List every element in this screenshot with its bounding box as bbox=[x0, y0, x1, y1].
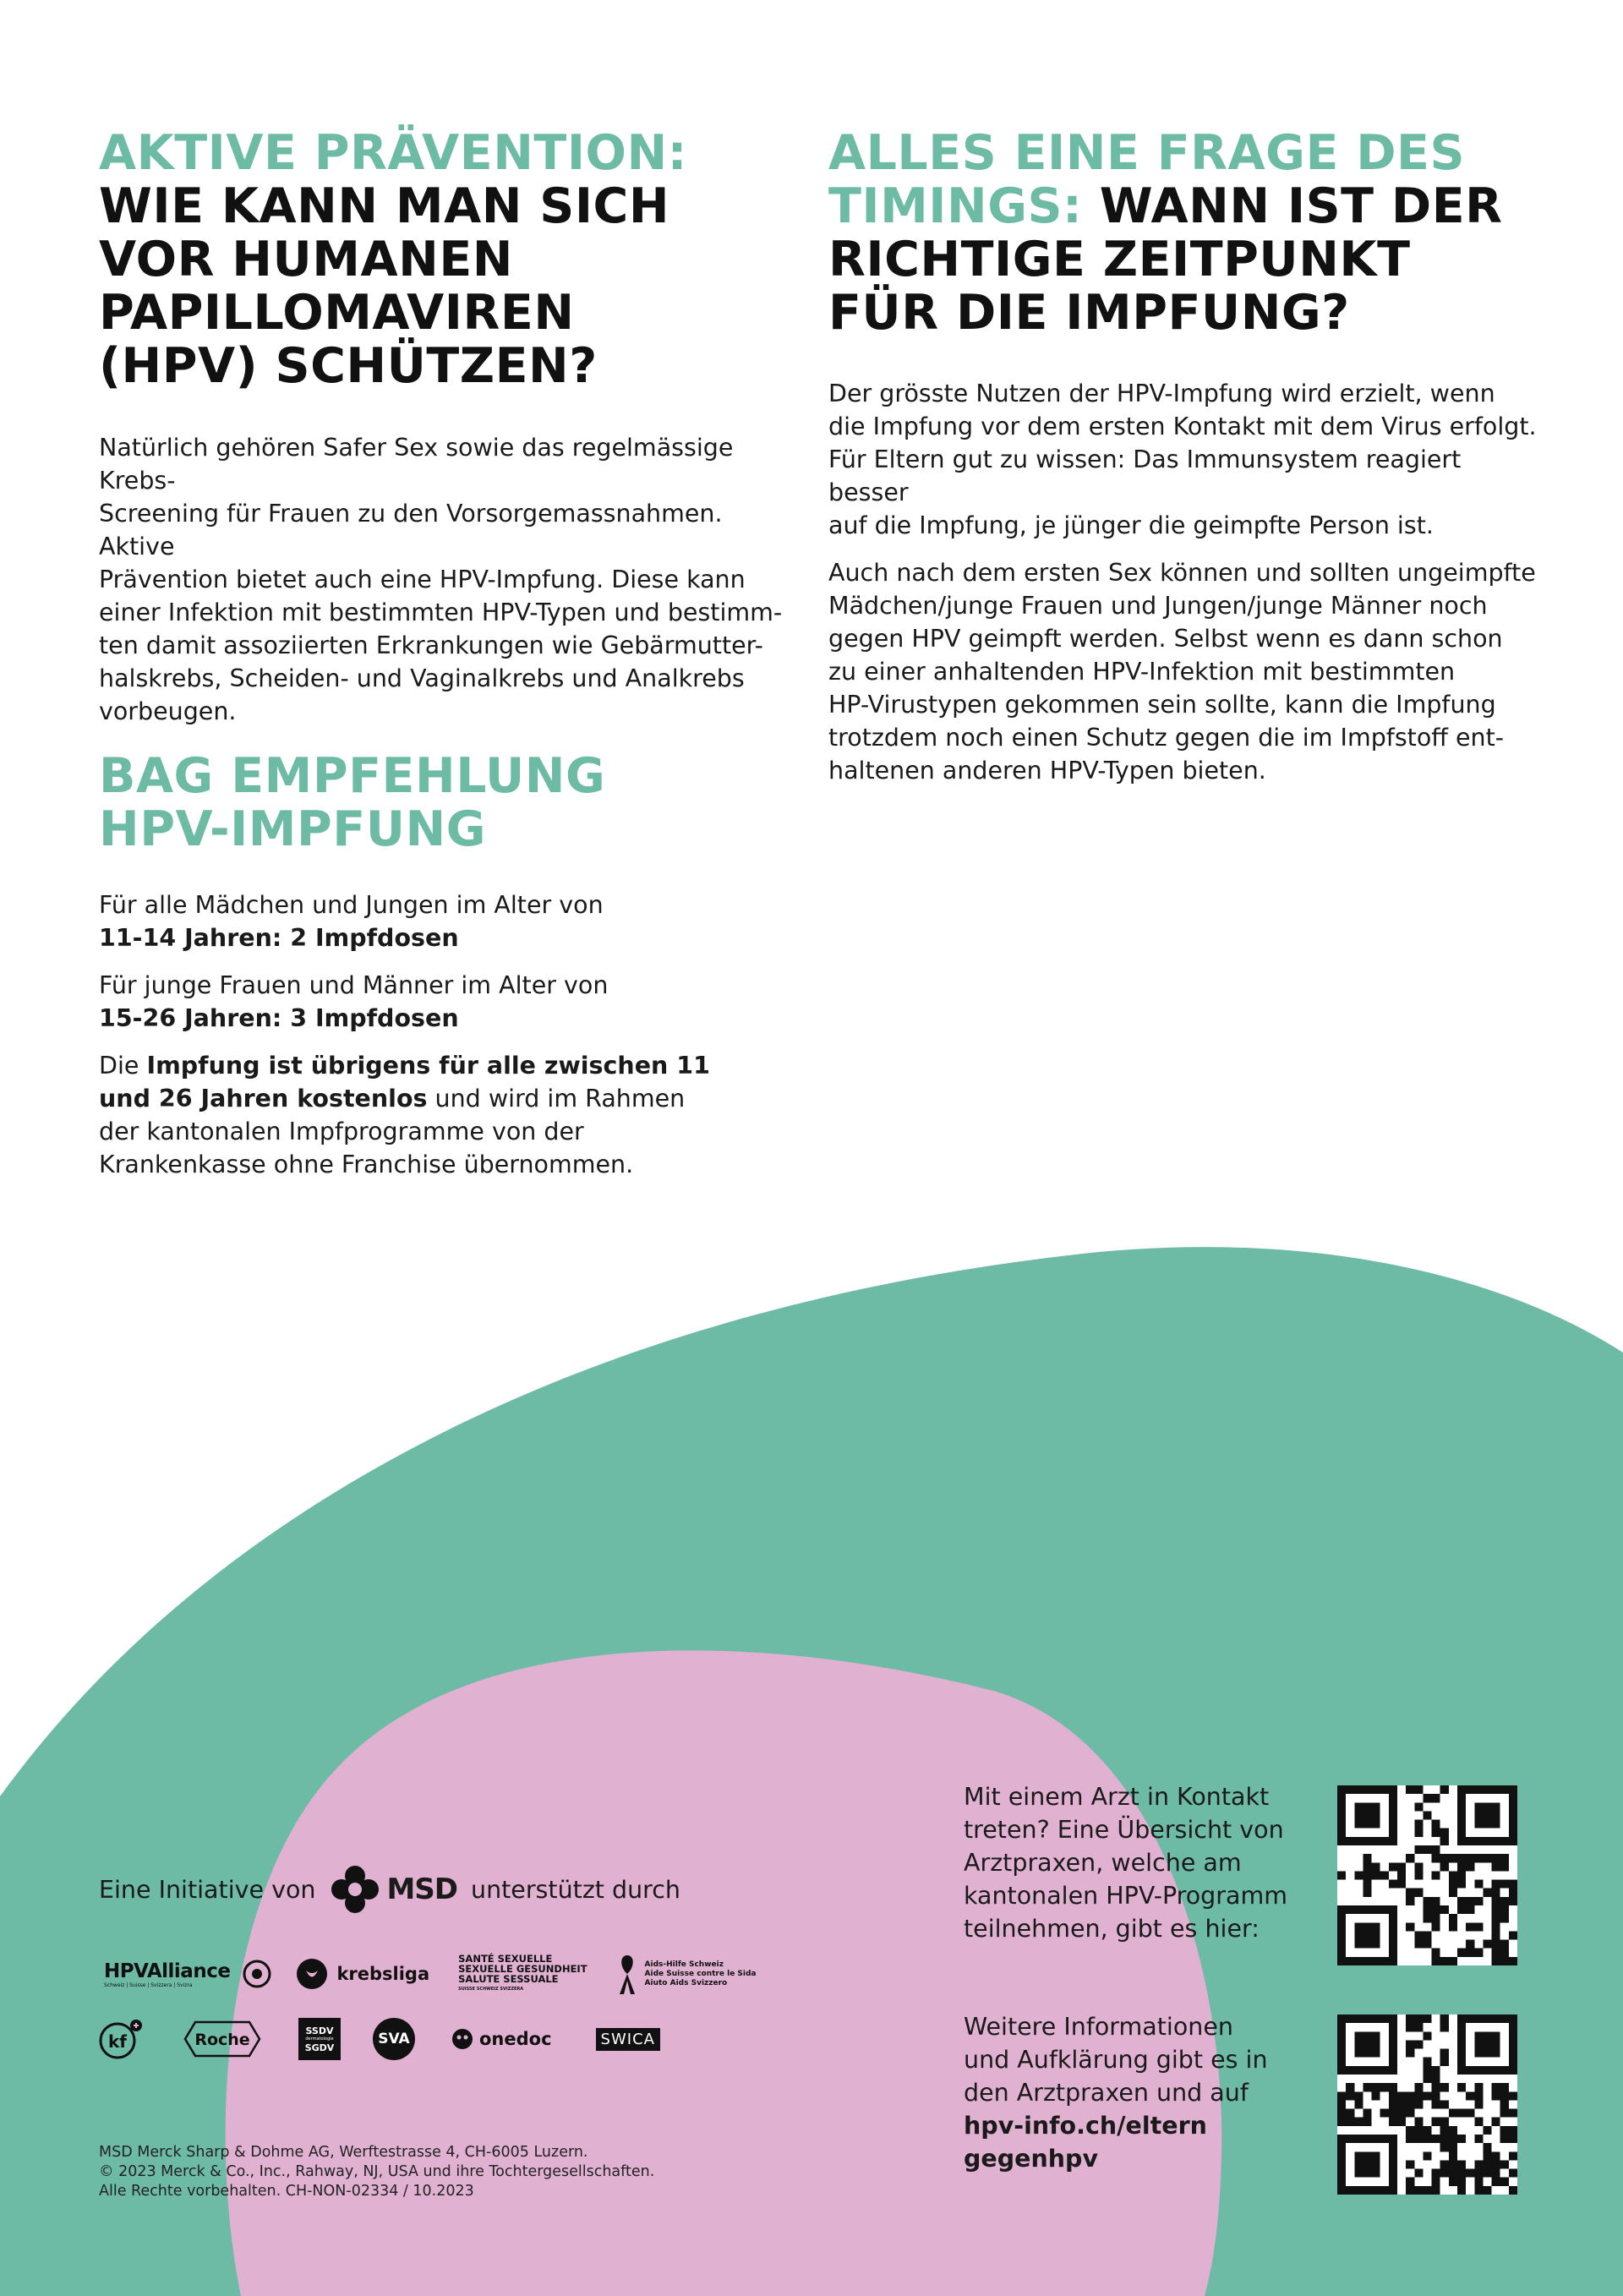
contact-line: Mit einem Arzt in Kontakt bbox=[964, 1783, 1270, 1811]
bag-section bbox=[99, 750, 801, 1181]
roche-logo-text: Roche bbox=[194, 2031, 250, 2049]
ssdv-logo-text: SSDV bbox=[305, 2025, 334, 2036]
doctor-contact-text bbox=[964, 1780, 1287, 1945]
body-line: Mädchen/junge Frauen und Jungen/junge Männer noch bbox=[828, 592, 1488, 620]
aids-hilfe-text: Aiuto Aids Svizzero bbox=[644, 1978, 728, 1987]
initiative-row bbox=[99, 1864, 680, 1915]
prevention-body bbox=[99, 431, 801, 728]
timing-heading-line: WANN IST DER bbox=[1099, 178, 1503, 234]
initiative-prefix: Eine Initiative von bbox=[99, 1875, 316, 1904]
contact-line: kantonalen HPV-Programm bbox=[964, 1882, 1287, 1910]
qr-code-more-info[interactable] bbox=[1337, 2014, 1517, 2195]
timing-heading-teal: ALLES EINE FRAGE DES bbox=[828, 125, 1466, 181]
swica-logo-text: SWICA bbox=[600, 2030, 655, 2048]
prevention-heading bbox=[99, 127, 801, 393]
timing-para-1 bbox=[828, 377, 1547, 542]
onedoc-logo-text: onedoc bbox=[479, 2029, 552, 2049]
hpv-alliance-logo-text: HPVAlliance bbox=[104, 1960, 231, 1982]
bag-text: der kantonalen Impfprogramme von der bbox=[99, 1118, 584, 1145]
krebsliga-logo-text: krebsliga bbox=[336, 1964, 430, 1984]
ssdv-logo-text: dermatologie bbox=[305, 2036, 334, 2042]
body-line: ten damit assoziierten Erkrankungen wie Gebärmutter- bbox=[99, 631, 763, 659]
partner-logos-row-1 bbox=[104, 1953, 757, 1995]
ssdv-logo-text: SGDV bbox=[304, 2042, 335, 2053]
sante-sexuelle-text: SALUTE SESSUALE bbox=[458, 1973, 559, 1985]
body-line: Screening für Frauen zu den Vorsorgemassnahmen. Aktive bbox=[99, 500, 723, 560]
body-line: gegen HPV geimpft werden. Selbst wenn es dann schon bbox=[828, 625, 1503, 653]
initiative-suffix: unterstützt durch bbox=[471, 1875, 680, 1904]
timing-section bbox=[828, 127, 1547, 787]
sante-sexuelle-logo bbox=[458, 1954, 587, 1994]
sva-logo-text: SVA bbox=[378, 2031, 410, 2047]
aids-hilfe-text: Aide Suisse contre le Sida bbox=[644, 1969, 757, 1978]
bag-free-note: und 26 Jahren kostenlos bbox=[99, 1085, 428, 1112]
bag-heading bbox=[99, 750, 801, 856]
more-info-text bbox=[964, 2010, 1268, 2175]
body-line: Prävention bietet auch eine HPV-Impfung. Diese kann bbox=[99, 566, 746, 593]
body-line: zu einer anhaltenden HPV-Infektion mit bestimmten bbox=[828, 658, 1456, 686]
timing-heading-line: RICHTIGE ZEITPUNKT bbox=[828, 232, 1411, 287]
body-line: Der grösste Nutzen der HPV-Impfung wird erzielt, wenn bbox=[828, 380, 1495, 407]
prevention-heading-teal: AKTIVE PRÄVENTION: bbox=[99, 125, 687, 181]
info-line: den Arztpraxen und auf bbox=[964, 2079, 1249, 2107]
bag-para-2 bbox=[99, 969, 801, 1035]
kf-logo-icon bbox=[99, 2019, 145, 2059]
hpv-alliance-flower-icon bbox=[242, 1959, 272, 1989]
aids-hilfe-text-block bbox=[645, 1960, 757, 1988]
body-line: einer Infektion mit bestimmten HPV-Typen und bestimm- bbox=[99, 599, 783, 626]
ssdv-logo bbox=[298, 2018, 341, 2060]
body-line: auf die Impfung, je jünger die geimpfte Person ist. bbox=[828, 511, 1434, 539]
bag-dose-1: 11-14 Jahren: 2 Impfdosen bbox=[99, 924, 459, 952]
prevention-heading-line: VOR HUMANEN bbox=[99, 232, 513, 287]
hpv-info-link[interactable]: gegenhpv bbox=[964, 2145, 1099, 2173]
contact-line: Arztpraxen, welche am bbox=[964, 1849, 1242, 1877]
sva-logo bbox=[373, 2018, 415, 2060]
info-line: Weitere Informationen bbox=[964, 2013, 1233, 2041]
body-line: Auch nach dem ersten Sex können und sollten ungeimpfte bbox=[828, 559, 1536, 587]
timing-heading bbox=[828, 127, 1547, 340]
prevention-section bbox=[99, 127, 801, 728]
qr-code-doctor-list[interactable] bbox=[1337, 1785, 1517, 1965]
red-ribbon-icon bbox=[616, 1952, 638, 1996]
aids-hilfe-logo bbox=[616, 1952, 757, 1996]
sante-sexuelle-text: SANTÉ SEXUELLE bbox=[458, 1953, 553, 1965]
partner-logos-row-2 bbox=[99, 2016, 660, 2062]
body-line: haltenen anderen HPV-Typen bieten. bbox=[828, 757, 1266, 784]
roche-logo bbox=[183, 2020, 261, 2058]
kf-logo bbox=[99, 2019, 145, 2059]
msd-logo bbox=[331, 1865, 457, 1914]
bag-text: und wird im Rahmen bbox=[427, 1085, 686, 1112]
msd-logo-icon bbox=[331, 1865, 380, 1914]
bag-free-note: Impfung ist übrigens für alle zwischen 11 bbox=[146, 1052, 710, 1080]
bag-heading-line: HPV-IMPFUNG bbox=[99, 801, 487, 857]
prevention-heading-line: (HPV) SCHÜTZEN? bbox=[99, 338, 598, 394]
bag-text: Für alle Mädchen und Jungen im Alter von bbox=[99, 891, 604, 919]
body-line: halskrebs, Scheiden- und Vaginalkrebs und Analkrebs bbox=[99, 664, 745, 692]
onedoc-icon bbox=[451, 2027, 474, 2051]
body-line: HP-Virustypen gekommen sein sollte, kann die Impfung bbox=[828, 691, 1496, 719]
info-line: und Aufklärung gibt es in bbox=[964, 2046, 1268, 2074]
prevention-heading-line: PAPILLOMAVIREN bbox=[99, 285, 575, 341]
onedoc-logo bbox=[451, 2027, 552, 2051]
legal-line: MSD Merck Sharp & Dohme AG, Werftestrasse 4, CH-6005 Luzern. bbox=[99, 2144, 588, 2161]
bag-text: Für junge Frauen und Männer im Alter von bbox=[99, 971, 609, 999]
krebsliga-icon bbox=[296, 1958, 328, 1990]
hpv-alliance-logo-subtext: Schweiz | Suisse | Svizzera | Svizra bbox=[104, 1982, 193, 1988]
bag-dose-2: 15-26 Jahren: 3 Impfdosen bbox=[99, 1004, 459, 1032]
hpv-alliance-logo bbox=[104, 1960, 230, 1988]
sante-sexuelle-text: SEXUELLE GESUNDHEIT bbox=[458, 1963, 587, 1975]
bag-para-1 bbox=[99, 888, 801, 954]
kf-logo-text: kf bbox=[108, 2031, 128, 2052]
legal-line: © 2023 Merck & Co., Inc., Rahway, NJ, USA und ihre Tochtergesellschaften. bbox=[99, 2163, 655, 2180]
body-line: trotzdem noch einen Schutz gegen die im Impfstoff ent- bbox=[828, 724, 1505, 752]
bag-heading-line: BAG EMPFEHLUNG bbox=[99, 748, 606, 804]
krebsliga-logo bbox=[296, 1958, 429, 1990]
body-line: vorbeugen. bbox=[99, 697, 237, 725]
contact-line: teilnehmen, gibt es hier: bbox=[964, 1915, 1260, 1943]
legal-notice bbox=[99, 2143, 654, 2201]
timing-para-2 bbox=[828, 556, 1547, 787]
bag-text: Die bbox=[99, 1052, 147, 1080]
sante-sexuelle-subtext: SUISSE SCHWEIZ SVIZZERA bbox=[458, 1987, 524, 1992]
body-line: die Impfung vor dem ersten Kontakt mit dem Virus erfolgt. bbox=[828, 413, 1537, 440]
bag-para-3 bbox=[99, 1049, 801, 1181]
swica-logo bbox=[596, 2028, 660, 2051]
aids-hilfe-text: Aids-Hilfe Schweiz bbox=[644, 1960, 724, 1969]
timing-heading-teal: TIMINGS: bbox=[828, 178, 1083, 234]
body-line: Für Eltern gut zu wissen: Das Immunsystem reagiert besser bbox=[828, 446, 1462, 506]
msd-logo-text: MSD bbox=[386, 1872, 457, 1906]
timing-heading-line: FÜR DIE IMPFUNG? bbox=[828, 285, 1350, 341]
body-line: Natürlich gehören Safer Sex sowie das regelmässige Krebs- bbox=[99, 434, 734, 495]
contact-line: treten? Eine Übersicht von bbox=[964, 1816, 1284, 1844]
prevention-heading-line: WIE KANN MAN SICH bbox=[99, 178, 670, 234]
roche-hexagon-icon bbox=[183, 2020, 261, 2058]
hpv-info-link[interactable]: hpv-info.ch/eltern bbox=[964, 2112, 1207, 2140]
legal-line: Alle Rechte vorbehalten. CH-NON-02334 / 10.2023 bbox=[99, 2183, 474, 2200]
bag-text: Krankenkasse ohne Franchise übernommen. bbox=[99, 1151, 634, 1178]
